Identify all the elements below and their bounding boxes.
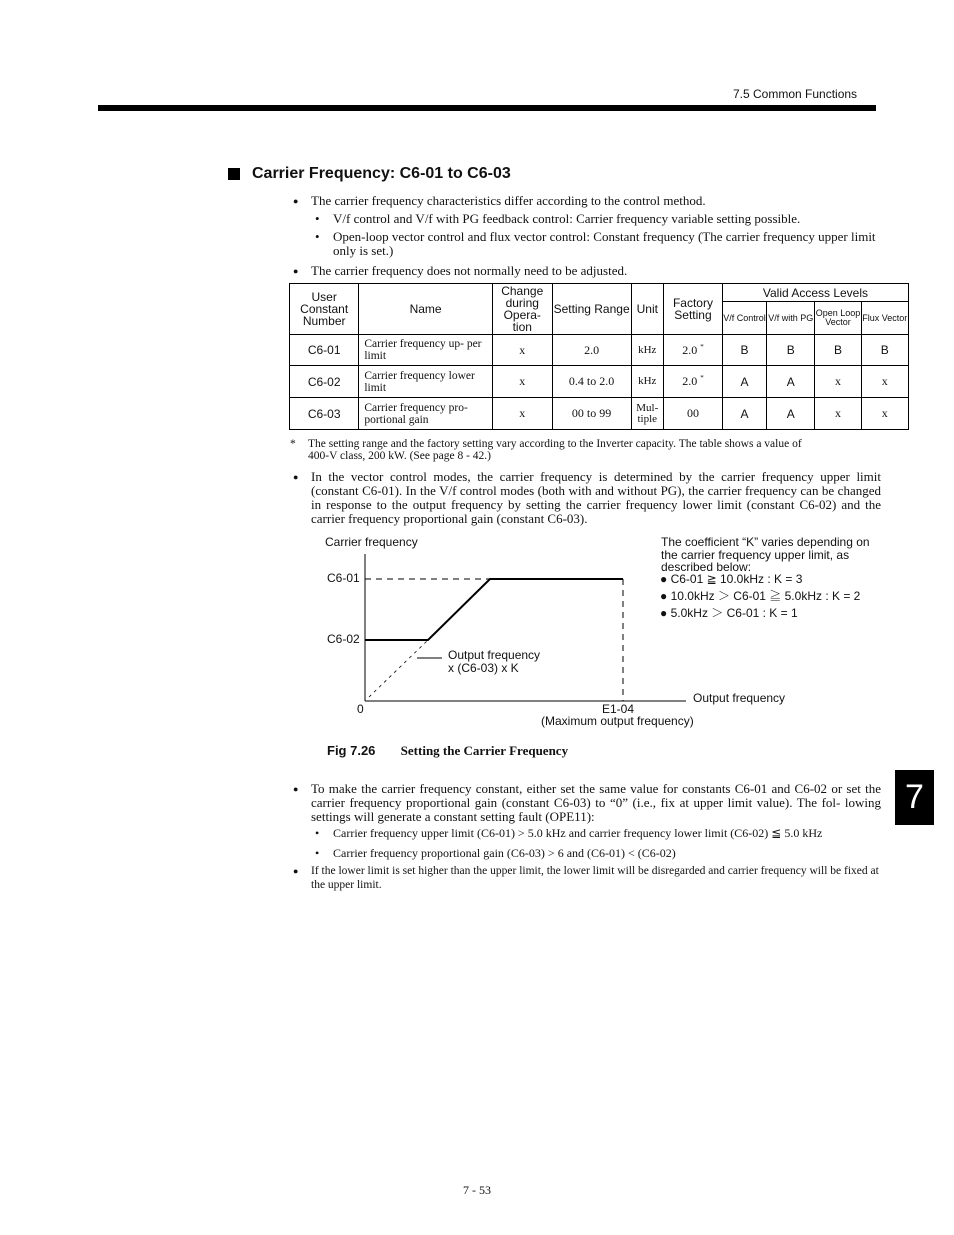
cell-olv: B [815, 335, 861, 366]
cell-factory: 2.0 * [664, 366, 723, 398]
chapter-tab: 7 [895, 770, 934, 825]
col-olv-header: Open Loop Vector [815, 302, 861, 335]
cell-range: 2.0 [552, 335, 631, 366]
cell-vf: B [722, 335, 766, 366]
bullet-dot-icon: ● [293, 196, 299, 206]
bullet-dot-icon: ● [293, 266, 299, 276]
c6-01-label: C6-01 [327, 571, 360, 585]
cell-vfpg: A [767, 398, 815, 430]
cell-factory: 2.0 * [664, 335, 723, 366]
col-valid-levels-header: Valid Access Levels [722, 284, 908, 302]
bullet-dot-icon: ● [293, 472, 299, 482]
cell-constant: C6-01 [290, 335, 359, 366]
col-vf-header: V/f Control [722, 302, 766, 335]
intro-bullet-1: ● The carrier frequency characteristics differ according to the control method. [293, 193, 706, 208]
lower-limit-bullet: ● If the lower limit is set higher than the upper limit, the lower limit will be disregarded and carrier frequency will be fixed at the upper limit. [293, 865, 879, 891]
col-range-header: Setting Range [552, 284, 631, 335]
slope-label-line2: x (C6-03) x K [448, 661, 519, 675]
vector-modes-paragraph: ● In the vector control modes, the carrier frequency is determined by the carrier frequency upper limit (constant C6-01). In the V/f control modes (both with and without PG), the carrier frequency can be changed in response to the output frequency by setting the carrier frequency lower limit (constant C6-02) and the carrier frequency proportional gain (constant C6-03). [293, 469, 881, 526]
col-constant-header: User Constant Number [290, 284, 359, 335]
square-bullet-icon [228, 168, 240, 180]
e1-04-note: (Maximum output frequency) [541, 714, 694, 728]
cell-change: x [492, 335, 552, 366]
col-factory-header: Factory Setting [664, 284, 723, 335]
cell-change: x [492, 366, 552, 398]
ope11-condition-2: • Carrier frequency proportional gain (C6-03) > 6 and (C6-01) < (C6-02) [315, 846, 676, 860]
cell-flux: B [861, 335, 908, 366]
cell-unit: kHz [631, 335, 664, 366]
carrier-frequency-curve [365, 579, 623, 640]
cell-vf: A [722, 398, 766, 430]
intro-sub-1: • V/f control and V/f with PG feedback control: Carrier frequency variable setting possible. [315, 211, 801, 226]
col-flux-header: Flux Vector [861, 302, 908, 335]
intro-bullet-2: ● The carrier frequency does not normally need to be adjusted. [293, 263, 628, 278]
running-header: 7.5 Common Functions [733, 87, 858, 101]
cell-constant: C6-02 [290, 366, 359, 398]
cell-flux: x [861, 398, 908, 430]
constant-frequency-bullet: ● To make the carrier frequency constant, either set the same value for constants C6-01 and C6-02 or set the carrier frequency proportional gain (constant C6-03) to “0” (i.e., fix at upper limit value). The fol- lowing settings will generate a constant setting fault (OPE11): [293, 781, 881, 824]
cell-unit: kHz [631, 366, 664, 398]
cell-unit: Mul- tiple [631, 398, 664, 430]
bullet-dot-icon: ● [293, 784, 299, 794]
cell-change: x [492, 398, 552, 430]
coefficient-note: The coefficient “K” varies depending on the carrier frequency upper limit, as described below: [661, 535, 870, 574]
cell-vf: A [722, 366, 766, 398]
bullet-dot-icon: ● [293, 866, 299, 876]
col-unit-header: Unit [631, 284, 664, 335]
cell-name: Carrier frequency up- per limit [359, 335, 492, 366]
cell-range: 00 to 99 [552, 398, 631, 430]
figure-caption: Fig 7.26 Setting the Carrier Frequency [327, 743, 569, 758]
cell-name: Carrier frequency pro- portional gain [359, 398, 492, 430]
coefficient-item: ● C6-01 ≧ 10.0kHz : K = 3 [660, 572, 803, 586]
header-rule [98, 105, 876, 111]
x-axis-title: Output frequency [693, 691, 786, 705]
table-row [290, 398, 909, 430]
table-footnote: * The setting range and the factory setting vary according to the Inverter capacity. The table shows a value of 400-V class, 200 kW. (See page 8 - 42.) [290, 438, 802, 462]
cell-factory: 00 [664, 398, 723, 430]
cell-olv: x [815, 366, 861, 398]
y-axis-title: Carrier frequency [325, 535, 418, 549]
origin-label: 0 [357, 702, 364, 716]
intro-sub-2: • Open-loop vector control and flux vector control: Constant frequency (The carrier frequency upper limit only is set.) [315, 229, 876, 258]
table-row [290, 335, 909, 366]
cell-constant: C6-03 [290, 398, 359, 430]
carrier-frequency-figure [320, 532, 890, 732]
col-vfpg-header: V/f with PG [767, 302, 815, 335]
slope-extension-line [369, 640, 428, 697]
parameter-table [289, 283, 909, 430]
section-heading [228, 165, 511, 183]
ope11-condition-1: • Carrier frequency upper limit (C6-01) > 5.0 kHz and carrier frequency lower limit (C6-02) ≦ 5.0 kHz [315, 826, 823, 840]
page-number: 7 - 53 [463, 1183, 491, 1197]
c6-02-label: C6-02 [327, 632, 360, 646]
e1-04-label: E1-04 [602, 702, 635, 716]
coefficient-item: ● 5.0kHz ＞ C6-01 : K = 1 [660, 606, 798, 620]
coefficient-item: ● 10.0kHz ＞ C6-01 ≧ 5.0kHz : K = 2 [660, 589, 861, 603]
cell-flux: x [861, 366, 908, 398]
table-row [290, 366, 909, 398]
cell-name: Carrier frequency lower limit [359, 366, 492, 398]
slope-label-line1: Output frequency [448, 648, 541, 662]
cell-vfpg: B [767, 335, 815, 366]
section-title: Carrier Frequency: C6-01 to C6-03 [252, 165, 511, 182]
col-change-header: Change during Opera- tion [492, 284, 552, 335]
cell-range: 0.4 to 2.0 [552, 366, 631, 398]
col-name-header: Name [359, 284, 492, 335]
cell-olv: x [815, 398, 861, 430]
cell-vfpg: A [767, 366, 815, 398]
